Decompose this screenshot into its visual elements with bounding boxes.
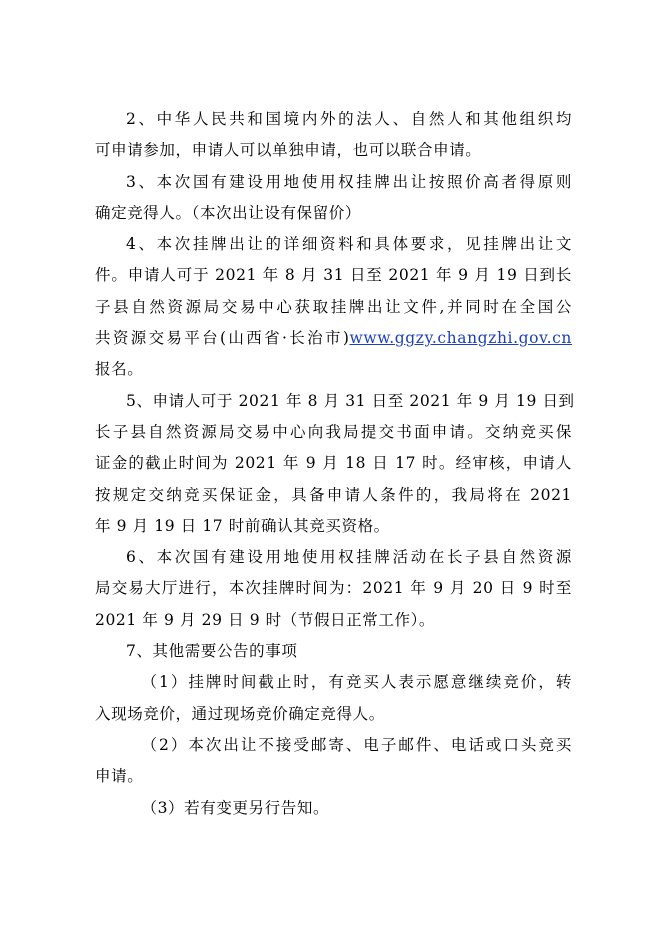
paragraph-3 bbox=[95, 167, 572, 230]
text-line: 确定竞得人。（本次出让设有保留价） bbox=[95, 203, 361, 222]
text-line: 4、本次挂牌出让的详细资料和具体要求，见挂牌出让文 bbox=[126, 235, 572, 254]
text-line: 局交易大厅进行，本次挂牌时间为：2021 年 9 月 20 日 9 时至 bbox=[95, 579, 572, 598]
text-line: 2021 年 9 月 29 日 9 时（节假日正常工作）。 bbox=[95, 610, 436, 629]
text-line: 7、其他需要公告的事项 bbox=[126, 642, 298, 661]
text-line: （2）本次出让不接受邮寄、电子邮件、电话或口头竞买 bbox=[141, 735, 572, 754]
document-page bbox=[95, 104, 575, 824]
paragraph-4 bbox=[95, 229, 572, 385]
text-line: 申请。 bbox=[95, 767, 144, 786]
text-line: 入现场竞价，通过现场竞价确定竞得人。 bbox=[95, 704, 385, 723]
text-line: 证金的截止时间为 2021 年 9 月 18 日 17 时。经审核，申请人 bbox=[95, 454, 572, 473]
paragraph-5 bbox=[95, 386, 575, 542]
text-line: 报名。 bbox=[95, 360, 144, 379]
text-line: 5、申请人可于 2021 年 8 月 31 日至 2021 年 9 月 19 日到 bbox=[126, 391, 575, 410]
text-line: 按规定交纳竞买保证金，具备申请人条件的，我局将在 2021 bbox=[95, 485, 572, 504]
item-2 bbox=[95, 730, 572, 793]
text-line: 6、本次国有建设用地使用权挂牌活动在长子县自然资源 bbox=[126, 548, 572, 567]
text-line bbox=[95, 323, 572, 354]
text-line: 年 9 月 19 日 17 时前确认其竞买资格。 bbox=[95, 516, 390, 535]
text-line: 长子县自然资源局交易中心向我局提交书面申请。交纳竞买保 bbox=[95, 422, 572, 441]
text-line: 件。申请人可于 2021 年 8 月 31 日至 2021 年 9 月 19 日到长 bbox=[95, 266, 572, 285]
text-line: （1）挂牌时间截止时，有竞买人表示愿意继续竞价，转 bbox=[141, 673, 572, 692]
text-line: 可申请参加，申请人可以单独申请，也可以联合申请。 bbox=[95, 141, 482, 160]
paragraph-2 bbox=[95, 104, 572, 167]
paragraph-7 bbox=[95, 636, 572, 667]
text-line: 2、中华人民共和国境内外的法人、自然人和其他组织均 bbox=[126, 110, 572, 128]
text-line: 子县自然资源局交易中心获取挂牌出让文件,并同时在全国公 bbox=[95, 297, 572, 316]
item-1 bbox=[95, 667, 572, 730]
website-link[interactable]: www.ggzy.changzhi.gov.cn bbox=[349, 329, 572, 348]
item-3 bbox=[95, 793, 572, 824]
text-line: （3）若有变更另行告知。 bbox=[141, 798, 330, 817]
text-line: 3、本次国有建设用地使用权挂牌出让按照价高者得原则 bbox=[126, 172, 572, 191]
text-segment: 共资源交易平台(山西省·长治市) bbox=[95, 329, 350, 348]
paragraph-6 bbox=[95, 542, 572, 636]
